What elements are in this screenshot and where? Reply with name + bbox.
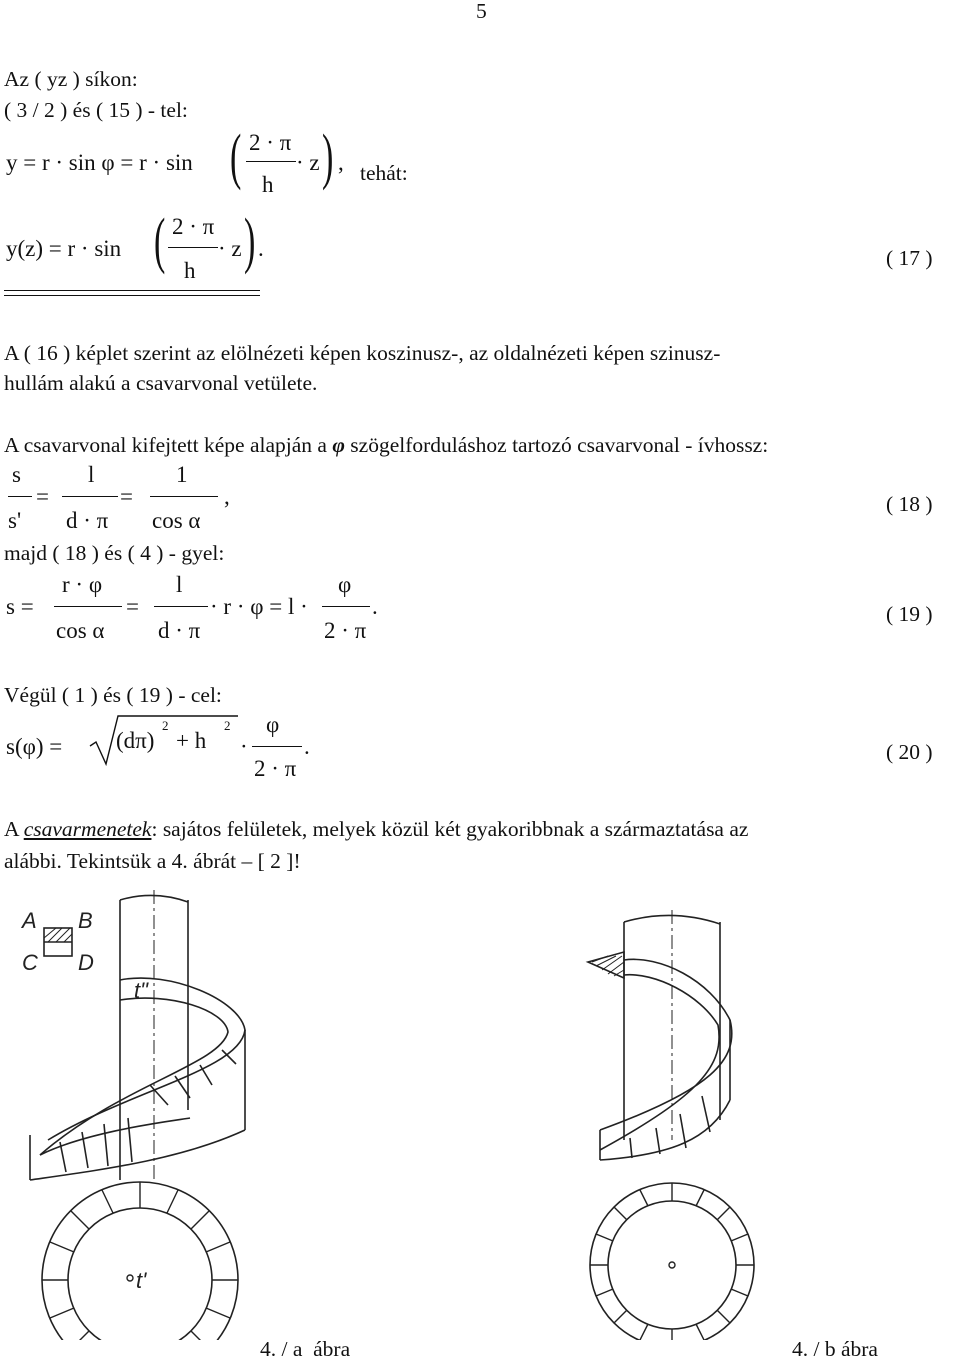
eq19-f1-den: cos α [56, 618, 105, 643]
fig-a-label-t1: t' [136, 1268, 147, 1293]
eq19-f1-num: r · φ [62, 572, 103, 597]
paragraph-3 [4, 816, 748, 842]
eq20-lhs: s(φ) = [6, 734, 63, 759]
paragraph-1-line-1: A ( 16 ) képlet szerint az elölnézeti képen koszinusz-, az oldalnézeti képen szinusz- [4, 341, 721, 365]
eq17-lparen: ( [154, 207, 166, 275]
eq19-lhs: s = [6, 594, 34, 619]
eq18-f2-num: l [88, 462, 95, 487]
fig-a-label-t2: t" [134, 978, 148, 1003]
fig-a-label-B: B [78, 908, 93, 933]
eq19-f2-num: l [176, 572, 183, 597]
eq19-eq: = [126, 594, 139, 619]
fig-a-label-A: A [22, 908, 37, 933]
eq18-eq-2: = [120, 484, 133, 509]
eq17-den: h [184, 258, 196, 283]
eq18-f1-num: s [12, 462, 21, 487]
fig-b-thread-bottom [600, 1100, 730, 1160]
figure-4a-drawing [0, 880, 300, 1340]
eq18-f1-bar [8, 496, 32, 497]
eq17-number: ( 17 ) [886, 246, 933, 270]
paragraph-2 [4, 432, 768, 458]
eq20-exponent-1: 2 [162, 718, 169, 733]
eq18-eq-1: = [36, 484, 49, 509]
eq20-radicand: (dπ) [116, 728, 155, 753]
figure-4a-caption: 4. / a ábra [260, 1337, 351, 1361]
eq-top-rparen: ) [322, 123, 334, 191]
paragraph-2-prefix: A csavarvonal kifejtett képe alapján a [4, 433, 333, 457]
eq20-fraction-bar [252, 746, 302, 747]
eq19-dot: . [372, 594, 378, 619]
term-csavarmenetek: csavarmenetek [23, 817, 152, 841]
eq20-dot: . [304, 734, 310, 759]
fig-a-label-D: D [78, 950, 94, 975]
figure-4b-drawing [560, 900, 790, 1340]
eq18-f2-bar [62, 496, 118, 497]
eq20-plus-h: + h [176, 728, 207, 753]
eq19-mid: · r · φ = l · [210, 594, 308, 619]
eq-top-fraction-bar [246, 161, 296, 162]
eq18-f3-den: cos α [152, 508, 201, 533]
eq18-number: ( 18 ) [886, 492, 933, 516]
intro-line-1: Az ( yz ) síkon: [4, 67, 138, 91]
eq18-f1-den: s' [8, 508, 22, 533]
eq20-times: · [240, 734, 248, 759]
eq-top-lparen: ( [230, 123, 242, 191]
page-number: 5 [476, 0, 487, 23]
eq20-f-num: φ [266, 712, 280, 737]
eq17-underline-1 [4, 290, 260, 291]
eq18-f3-num: 1 [176, 462, 188, 487]
eq-top-den: h [262, 172, 274, 197]
paragraph-2-suffix: szögelforduláshoz tartozó csavarvonal - ívhossz: [344, 433, 769, 457]
paragraph-3-line-2: alábbi. Tekintsük a 4. ábrát – [ 2 ]! [4, 849, 301, 873]
paragraph-1-line-2: hullám alakú a csavarvonal vetülete. [4, 371, 318, 395]
eq17-underline-2 [4, 295, 260, 296]
fig-b-inner-ring [608, 1201, 736, 1329]
eq19-f2-bar [154, 606, 208, 607]
fig-b-thread-outer [600, 959, 732, 1130]
figure-4b-caption: 4. / b ábra [792, 1337, 878, 1361]
eq17-num: 2 · π [172, 214, 215, 239]
eq19-f3-bar [322, 606, 370, 607]
eq-top-num: 2 · π [249, 130, 292, 155]
between-text-1: majd ( 18 ) és ( 4 ) - gyel: [4, 541, 225, 565]
eq20-number: ( 20 ) [886, 740, 933, 764]
fig-a-label-C: C [22, 950, 38, 975]
eq19-f3-den: 2 · π [324, 618, 367, 643]
eq19-number: ( 19 ) [886, 602, 933, 626]
phi-symbol: φ [332, 433, 345, 457]
eq-top-lhs: y = r · sin φ = r · sin [6, 150, 193, 175]
fig-a-thread-inner [40, 998, 228, 1155]
eq18-comma: , [224, 484, 230, 509]
intro-line-2: ( 3 / 2 ) és ( 15 ) - tel: [4, 98, 188, 122]
eq-top-after: · z [296, 150, 320, 175]
eq18-f2-den: d · π [66, 508, 109, 533]
eq17-fraction-bar [168, 247, 218, 248]
paragraph-3-prefix: A [4, 817, 24, 841]
eq19-f2-den: d · π [158, 618, 201, 643]
eq20-f-den: 2 · π [254, 756, 297, 781]
eq19-f1-bar [54, 606, 122, 607]
eq-top-tail: tehát: [360, 161, 408, 185]
paragraph-3-suffix: : sajátos felületek, melyek közül két gyakoribbnak a származtatása az [151, 817, 749, 841]
eq-top-comma: , [338, 150, 344, 175]
eq18-f3-bar [150, 496, 218, 497]
eq17-lhs: y(z) = r · sin [6, 236, 122, 261]
eq17-after: · z [218, 236, 242, 261]
eq19-f3-num: φ [338, 572, 352, 597]
eq20-exponent-2: 2 [224, 718, 231, 733]
eq17-rparen: ) [244, 207, 256, 275]
eq17-dot: . [258, 236, 264, 261]
between-text-2: Végül ( 1 ) és ( 19 ) - cel: [4, 683, 222, 707]
